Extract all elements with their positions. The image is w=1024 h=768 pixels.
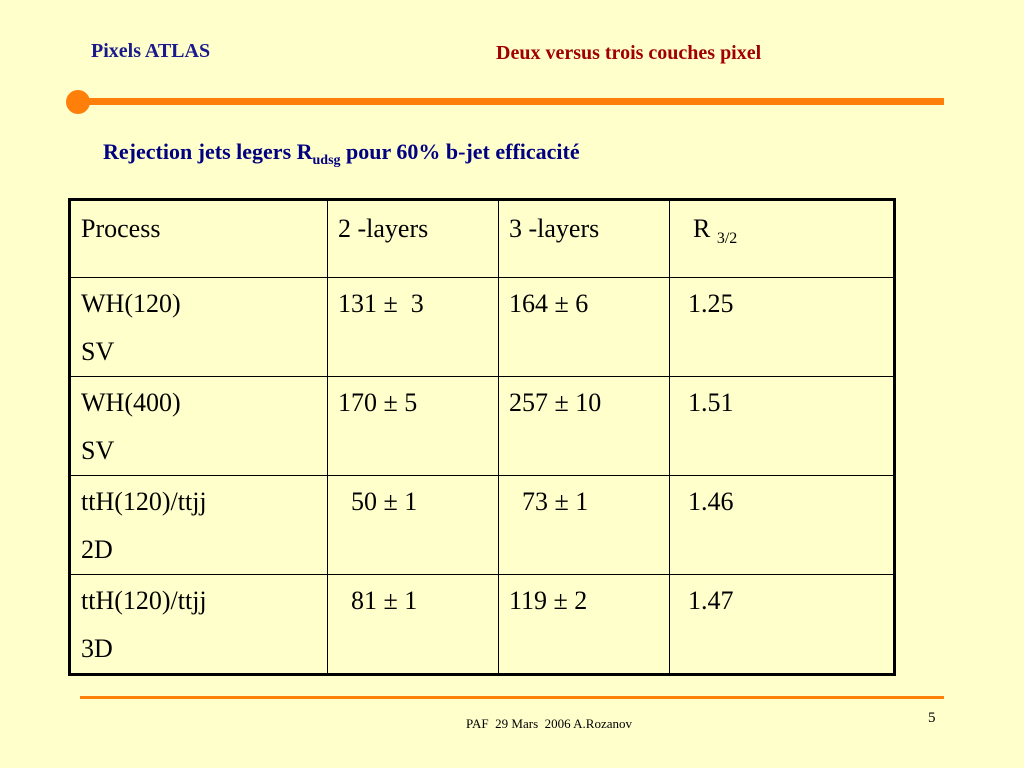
cell-ratio: 1.46 <box>670 476 895 575</box>
process-method: SV <box>81 436 115 465</box>
process-name: ttH(120)/ttjj <box>81 487 207 516</box>
cell-2-layers: 131 ± 3 <box>328 278 499 377</box>
cell-ratio: 1.25 <box>670 278 895 377</box>
cell-3-layers: 164 ± 6 <box>499 278 670 377</box>
footer-text: PAF 29 Mars 2006 A.Rozanov <box>466 716 633 731</box>
cell-2-layers: 81 ± 1 <box>328 575 499 675</box>
process-method: 2D <box>81 535 113 564</box>
header-divider <box>78 98 944 105</box>
slide-subtitle <box>103 139 580 169</box>
subtitle-subscript: udsg <box>312 153 341 168</box>
process-method: 3D <box>81 634 113 663</box>
footer-divider <box>80 696 944 699</box>
rejection-table <box>68 198 896 676</box>
cell-process <box>70 476 328 575</box>
header-ratio-subscript: 3/2 <box>716 230 738 247</box>
cell-ratio: 1.51 <box>670 377 895 476</box>
cell-process <box>70 575 328 675</box>
header-ratio <box>670 200 895 278</box>
cell-ratio: 1.47 <box>670 575 895 675</box>
process-name: WH(400) <box>81 388 181 417</box>
subtitle-after: pour 60% b-jet efficacité <box>340 139 580 164</box>
header-title-right: Deux versus trois couches pixel <box>496 42 762 64</box>
table-row <box>70 575 895 675</box>
table-row <box>70 476 895 575</box>
cell-3-layers: 119 ± 2 <box>499 575 670 675</box>
table-row <box>70 278 895 377</box>
process-name: WH(120) <box>81 289 181 318</box>
cell-process <box>70 377 328 476</box>
page-number: 5 <box>928 710 936 726</box>
header-process: Process <box>70 200 328 278</box>
subtitle-before: Rejection jets legers R <box>103 139 313 164</box>
cell-2-layers: 50 ± 1 <box>328 476 499 575</box>
process-method: SV <box>81 337 115 366</box>
table-header-row <box>70 200 895 278</box>
header-2-layers: 2 -layers <box>328 200 499 278</box>
header-ratio-symbol: R <box>693 214 711 243</box>
process-name: ttH(120)/ttjj <box>81 586 207 615</box>
header-3-layers: 3 -layers <box>499 200 670 278</box>
cell-2-layers: 170 ± 5 <box>328 377 499 476</box>
cell-3-layers: 257 ± 10 <box>499 377 670 476</box>
table-row <box>70 377 895 476</box>
cell-3-layers: 73 ± 1 <box>499 476 670 575</box>
cell-process <box>70 278 328 377</box>
header-title-left: Pixels ATLAS <box>91 40 211 62</box>
